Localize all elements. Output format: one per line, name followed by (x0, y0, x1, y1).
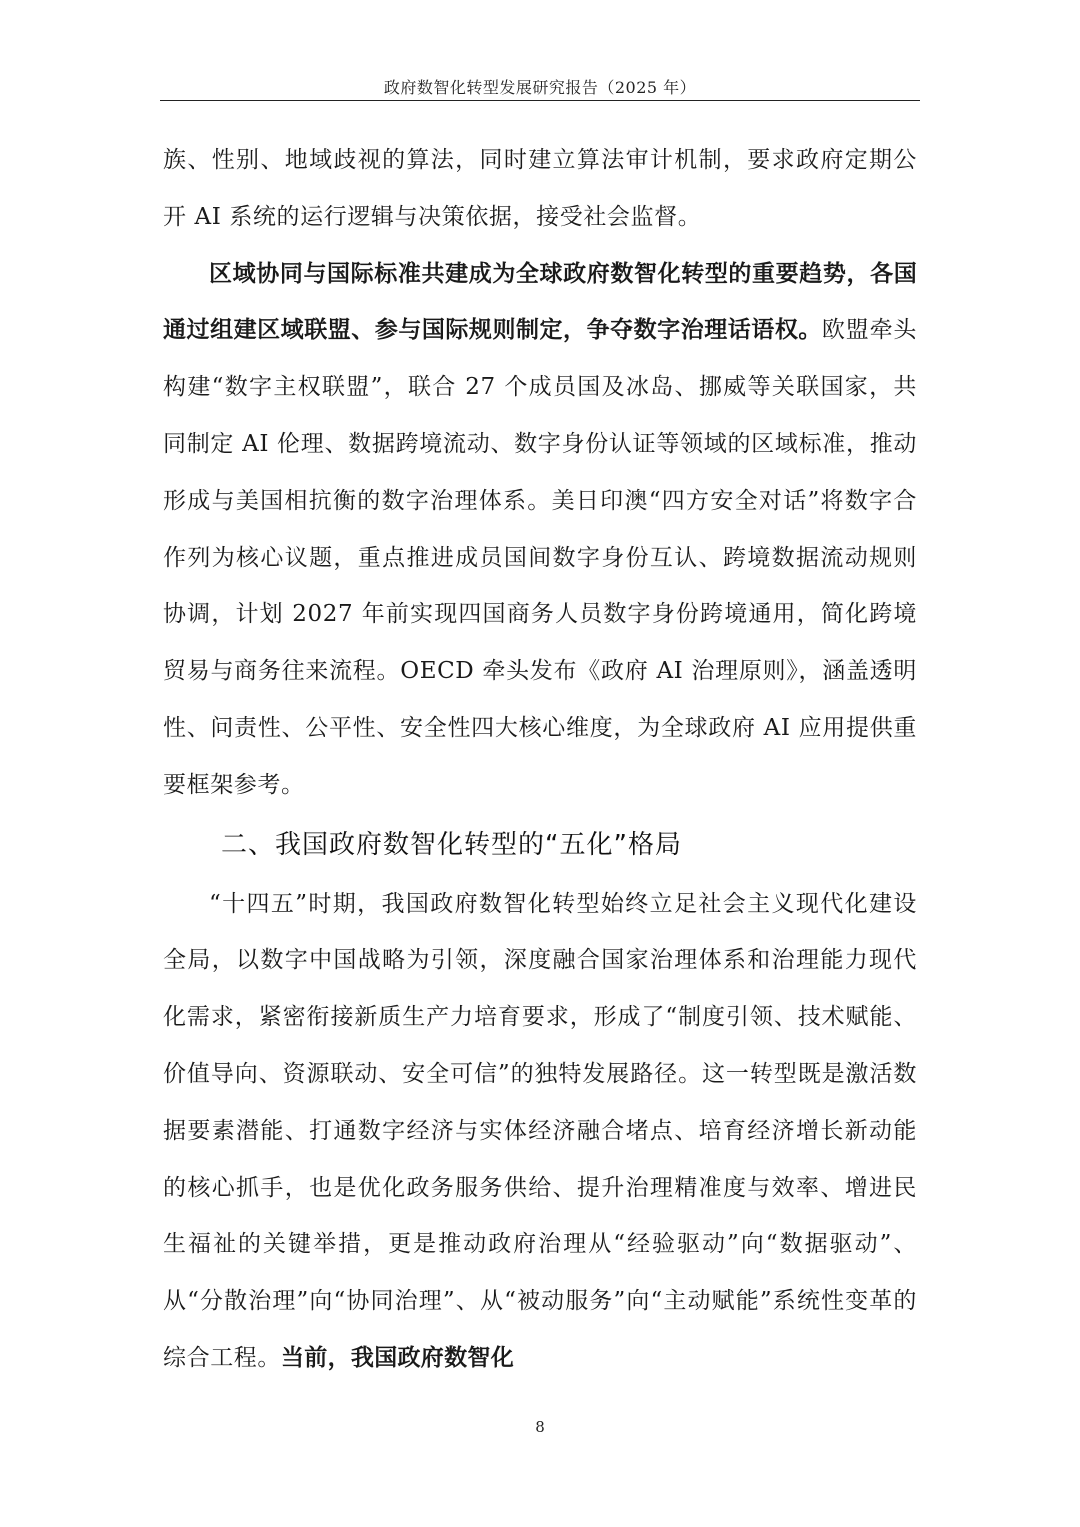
document-body (163, 132, 917, 1387)
running-header: 政府数智化转型发展研究报告（2025 年） (383, 78, 697, 97)
paragraph-body-text: “十四五”时期，我国政府数智化转型始终立足社会主义现代化建设全局，以数字中国战略为引领，深度融合国家治理体系和治理能力现代化需求，紧密衔接新质生产力培育要求，形成了“制度引领、技术赋能、价值导向、资源联动、安全可信”的独特发展路径。这一转型既是激活数据要素潜能、打通数字经济与实体经济融合堵点、培育经济增长新动能的核心抓手，也是优化政务服务供给、提升治理精准度与效率、增进民生福祉的关键举措，更是推动政府治理从“经验驱动”向“数据驱动”、从“分散治理”向“协同治理”、从“被动服务”向“主动赋能”系统性变革的综合工程。 (163, 890, 917, 1371)
paragraph-bold-tail: 当前，我国政府数智化 (281, 1344, 514, 1371)
section-heading: 二、我国政府数智化转型的“五化”格局 (221, 829, 682, 860)
paragraph-five-aspects (163, 876, 917, 1387)
paragraph-body-text: 欧盟牵头构建“数字主权联盟”，联合 27 个成员国及冰岛、挪威等关联国家，共同制定 AI 伦理、数据跨境流动、数字身份认证等领域的区域标准，推动形成与美国相抗衡的数字治理体系。美日印澳“四方安全对话”将数字合作列为核心议题，重点推进成员国间数字身份互认、跨境数据流动规则协调，计划 2027 年前实现四国商务人员数字身份跨境通用，简化跨境贸易与商务往来流程。OECD 牵头发布《政府 AI 治理原则》，涵盖透明性、问责性、公平性、安全性四大核心维度，为全球政府 AI 应用提供重要框架参考。 (163, 317, 918, 798)
page-number: 8 (535, 1418, 545, 1436)
paragraph-continued: 族、性别、地域歧视的算法，同时建立算法审计机制，要求政府定期公开 AI 系统的运行逻辑与决策依据，接受社会监督。 (163, 147, 917, 230)
paragraph-regional-cooperation (163, 246, 917, 814)
paragraph-lead-sentence: 区域协同与国际标准共建成为全球政府数智化转型的重要趋势，各国通过组建区域联盟、参与国际规则制定，争夺数字治理话语权。 (163, 260, 917, 344)
header-divider (160, 100, 920, 101)
